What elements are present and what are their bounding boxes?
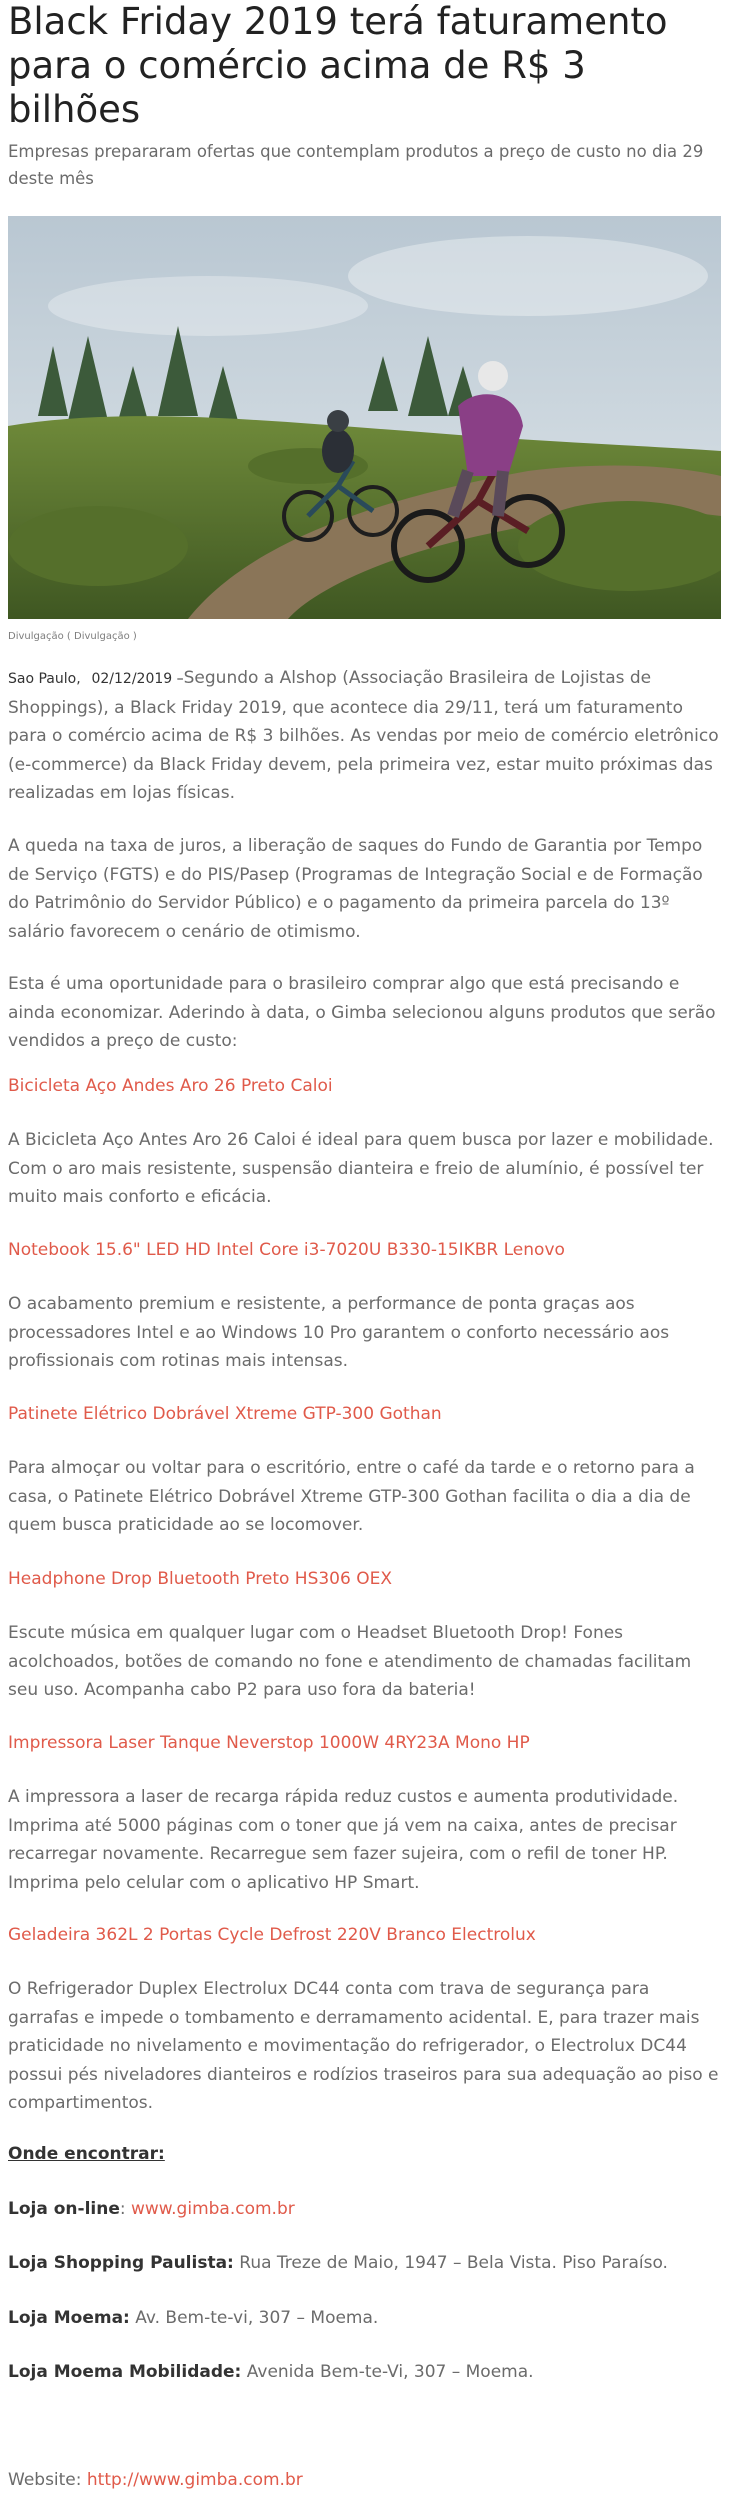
website-label: Website: (8, 2470, 82, 2490)
store-online (8, 2195, 295, 2223)
mountain-bikers-photo (8, 216, 721, 619)
product-link-notebook[interactable]: Notebook 15.6" LED HD Intel Core i3-7020U B330-15IKBR Lenovo (8, 1240, 565, 1260)
article-title: Black Friday 2019 terá faturamento para o comércio acima de R$ 3 bilhões (8, 0, 668, 131)
image-caption: Divulgação ( Divulgação ) (8, 631, 137, 642)
article-subtitle: Empresas prepararam ofertas que contemplam produtos a preço de custo no dia 29 deste mês (8, 142, 704, 188)
store-moema-mobilidade (8, 2358, 534, 2386)
store-label: Loja Shopping Paulista: (8, 2253, 234, 2273)
store-address: Rua Treze de Maio, 1947 – Bela Vista. Piso Paraíso. (239, 2253, 668, 2273)
product-link-headphone[interactable]: Headphone Drop Bluetooth Preto HS306 OEX (8, 1569, 392, 1589)
website-line (8, 2466, 303, 2494)
product-link-geladeira[interactable]: Geladeira 362L 2 Portas Cycle Defrost 220V Branco Electrolux (8, 1925, 536, 1945)
product-description-notebook: O acabamento premium e resistente, a performance de ponta graças aos processadores Intel e ao Windows 10 Pro garantem o conforto necessário aos profissionais com rotinas mais intensas. (8, 1294, 670, 1371)
store-online-label: Loja on-line (8, 2199, 120, 2219)
product-description-patinete: Para almoçar ou voltar para o escritório, entre o café da tarde e o retorno para a casa, o Patinete Elétrico Dobrável Xtreme GTP-300 Gothan facilita o dia a dia de quem busca praticidade ao se locomover. (8, 1458, 695, 1535)
product-description-impressora: A impressora a laser de recarga rápida reduz custos e aumenta produtividade. Imprima até 5000 páginas com o toner que já vem na caixa, antes de precisar recarregar novamente. Recarregue sem fazer sujeira, com o refil de toner HP. Imprima pelo celular com o aplicativo HP Smart. (8, 1787, 679, 1893)
store-moema (8, 2304, 378, 2332)
where-to-find-heading: Onde encontrar: (8, 2144, 165, 2164)
product-description-bicicleta: A Bicicleta Aço Antes Aro 26 Caloi é ideal para quem busca por lazer e mobilidade. Com o aro mais resistente, suspensão dianteira e freio de alumínio, é possível ter muito mais conforto e eficácia. (8, 1130, 714, 1207)
paragraph-economy: A queda na taxa de juros, a liberação de saques do Fundo de Garantia por Tempo de Serviço (FGTS) e do PIS/Pasep (Programas de Integração Social e de Formação do Patrimônio do Servidor Público) e o pagamento da primeira parcela do 13º salário favorecem o cenário de otimismo. (8, 836, 703, 942)
paragraph-opportunity: Esta é uma oportunidade para o brasileiro comprar algo que está precisando e ainda economizar. Aderindo à data, o Gimba selecionou alguns produtos que serão vendidos a preço de custo: (8, 974, 716, 1051)
product-link-patinete[interactable]: Patinete Elétrico Dobrável Xtreme GTP-300 Gothan (8, 1404, 442, 1424)
lead-text: Segundo a Alshop (Associação Brasileira de Lojistas de Shoppings), a Black Friday 2019, que acontece dia 29/11, terá um faturamento para o comércio acima de R$ 3 bilhões. As vendas por meio de comércio eletrônico (e-commerce) da Black Friday devem, pela primeira vez, estar muito próximas das realizadas em lojas físicas. (8, 668, 719, 803)
hero-image (8, 216, 721, 619)
dateline-date: 02/12/2019 – (91, 671, 184, 687)
store-online-link[interactable]: www.gimba.com.br (131, 2199, 295, 2219)
website-link[interactable]: http://www.gimba.com.br (86, 2470, 303, 2490)
product-link-bicicleta[interactable]: Bicicleta Aço Andes Aro 26 Preto Caloi (8, 1076, 333, 1096)
store-online-separator: : (119, 2199, 126, 2219)
lead-paragraph (8, 664, 720, 808)
store-label: Loja Moema: (8, 2308, 130, 2328)
store-shopping-paulista (8, 2249, 668, 2277)
store-address: Av. Bem-te-vi, 307 – Moema. (135, 2308, 379, 2328)
dateline-location: Sao Paulo, (8, 671, 81, 687)
product-description-geladeira: O Refrigerador Duplex Electrolux DC44 conta com trava de segurança para garrafas e impede o tombamento e derramamento acidental. E, para trazer mais praticidade no nivelamento e movimentação do refrigerador, o Electrolux DC44 possui pés niveladores dianteiros e rodízios traseiros para sua adequação ao piso e compartimentos. (8, 1979, 719, 2113)
product-link-impressora[interactable]: Impressora Laser Tanque Neverstop 1000W 4RY23A Mono HP (8, 1733, 530, 1753)
store-address: Avenida Bem-te-Vi, 307 – Moema. (246, 2362, 534, 2382)
product-description-headphone: Escute música em qualquer lugar com o Headset Bluetooth Drop! Fones acolchoados, botões de comando no fone e atendimento de chamadas facilitam seu uso. Acompanha cabo P2 para uso fora da bateria! (8, 1623, 692, 1700)
store-label: Loja Moema Mobilidade: (8, 2362, 242, 2382)
